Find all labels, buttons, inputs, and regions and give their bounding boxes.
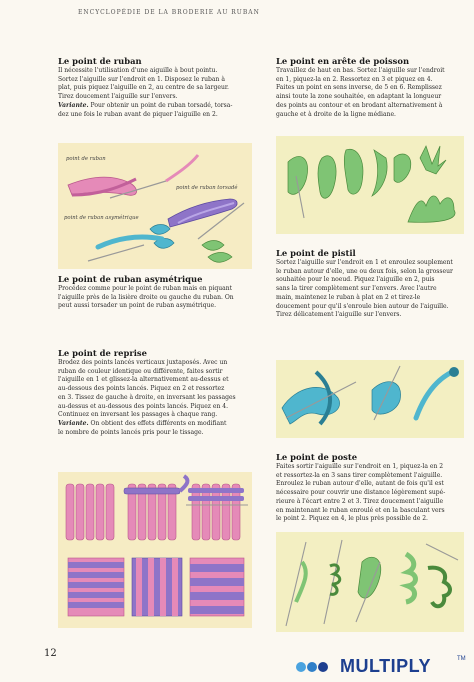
section-text-poste (276, 463, 466, 524)
text-line: Faites un point en sens inverse, de 5 en 6. Remplissez (276, 84, 442, 92)
section-title-ruban: Le point de ruban (58, 56, 142, 66)
woven-square-icon (68, 558, 124, 616)
multiply-logo-mark-icon (294, 656, 336, 678)
section-title-arete-de-poisson: Le point en arête de poisson (276, 56, 410, 66)
section-text-arete-de-poisson (276, 67, 466, 119)
text-line: le point 2. Piquez en 4, le plus près possible de 2. (276, 515, 428, 523)
section-title-poste: Le point de poste (276, 452, 358, 462)
caption-point-de-ruban-asymetrique: point de ruban asymétrique (64, 215, 139, 221)
text-line: au-dessous des points lancés. Piquez en 2 et ressortez (58, 385, 225, 393)
variant-text: On obtient des effets différents en modifiant (88, 419, 227, 427)
section-title-ruban-asymetrique: Le point de ruban asymétrique (58, 274, 203, 284)
logo-wordmark: MULTIPLY (340, 656, 432, 676)
text-line: et ressortez-la en 3 sans tirer complètement l'aiguille. (276, 471, 443, 479)
text-line: Continuez en inversant les passages à chaque rang. (58, 411, 218, 419)
text-line: souhaitée pour le noeud. Piquez l'aiguille en 2, puis (276, 276, 435, 284)
weaving-stitch-drawing (58, 472, 252, 628)
text-line: en maintenant le ruban enroulé et en la basculant vers (276, 506, 445, 514)
text-line: gauche et à droite de la ligne médiane. (276, 110, 396, 118)
text-line: Tirez délicatement l'aiguille sur l'envers. (276, 311, 402, 319)
text-line: au-dessus et au-dessous des points lancés. Piquez en 4. (58, 402, 229, 410)
text-line: ainsi toute la zone souhaitée, en adaptant la longueur (276, 93, 442, 101)
text-line: Travaillez de haut en bas. Sortez l'aiguille sur l'endroit (276, 67, 445, 74)
variant-line (58, 420, 254, 429)
text-line: Enroulez le ruban autour d'elle, autant de fois qu'il est (276, 480, 444, 488)
section-text-pistil (276, 259, 466, 320)
illustration-bullion-stitch (276, 532, 464, 632)
text-line: en 1, piquez-la en 2. Ressortez en 3 et piquez en 4. (276, 75, 433, 83)
illustration-fishbone-stitch (276, 136, 464, 234)
text-line: le nombre de points lancés pris pour le tissage. (58, 428, 204, 436)
text-line: ruban de couleur identique ou différente, faites sortir (58, 367, 223, 375)
fishbone-stitch-drawing (276, 136, 464, 234)
caption-point-de-ruban: point de ruban (66, 156, 106, 162)
weaving-progress-icon (186, 484, 248, 540)
text-line: l'aiguille près de la lisière droite ou gauche du ruban. On (58, 293, 234, 301)
woven-square-icon (132, 558, 182, 616)
running-head: ENCYCLOPÉDIE DE LA BRODERIE AU RUBAN (78, 9, 260, 16)
text-line: le ruban autour d'elle, une ou deux fois, selon la grosseur (276, 267, 453, 275)
text-line: plat, puis piquez l'aiguille en 2, au centre de sa largeur. (58, 84, 229, 92)
logo-trademark: TM (457, 656, 466, 662)
page-number: 12 (44, 648, 57, 659)
section-title-reprise: Le point de reprise (58, 348, 147, 358)
section-text-reprise (58, 359, 254, 437)
illustration-pistil-stitch (276, 360, 464, 438)
variant-label: Variante. (58, 419, 89, 427)
text-line: des points au contour et en brodant alternativement à (276, 101, 443, 109)
text-line: Procédez comme pour le point de ruban mais en piquant (58, 285, 233, 292)
caption-point-de-ruban-torsade: point de ruban torsadé (176, 185, 238, 191)
section-text-ruban (58, 67, 254, 119)
text-line: doucement pour qu'il s'enroule bien autour de l'aiguille. (276, 302, 449, 310)
text-line: Il nécessite l'utilisation d'une aiguille à bout pointu. (58, 67, 218, 74)
text-line: Sortez l'aiguille sur l'endroit en 1. Disposez le ruban à (58, 75, 225, 83)
text-line: Faites sortir l'aiguille sur l'endroit en 1, piquez-la en 2 (276, 463, 444, 470)
text-line: Sortez l'aiguille sur l'endroit en 1 et enroulez souplement (276, 259, 453, 266)
section-text-ruban-asymetrique (58, 285, 254, 311)
text-line: l'aiguille en 1 et glissez-la alternativement au-dessus et (58, 376, 229, 384)
multiply-logo (294, 656, 470, 678)
vertical-stitches-icon (66, 484, 114, 540)
illustration-weaving-stitch (58, 472, 252, 628)
text-line: Brodez des points lancés verticaux juxtaposés. Avec un (58, 359, 228, 366)
text-line: sans la tirer complètement sur l'envers. Avec l'autre (276, 285, 437, 293)
text-line: en 3. Tissez de gauche à droite, en inversant les passages (58, 393, 236, 401)
illustration-ribbon-stitch (58, 143, 252, 269)
text-line: rieure à l'écart entre 2 et 3. Tirez doucement l'aiguille (276, 497, 444, 505)
variant-label: Variante. (58, 101, 89, 109)
text-line: Tirez doucement l'aiguille sur l'envers. (58, 93, 178, 101)
pistil-knot-icon (449, 367, 459, 377)
ribbon-stitch-drawing (58, 143, 252, 269)
woven-square-icon (190, 558, 244, 616)
text-line: dez une fois le ruban avant de piquer l'aiguille en 2. (58, 110, 218, 118)
variant-text: Pour obtenir un point de ruban torsadé, torsa- (88, 101, 233, 109)
text-line: nécessaire pour couvrir une distance légèrement supé- (276, 489, 446, 497)
section-title-pistil: Le point de pistil (276, 248, 356, 258)
text-line: peut aussi torsader un point de ruban asymétrique. (58, 302, 216, 310)
variant-line (58, 102, 254, 111)
text-line: main, maintenez le ruban à plat en 2 et tirez-le (276, 293, 421, 301)
bullion-stitch-drawing (276, 532, 464, 632)
pistil-stitch-drawing (276, 360, 464, 438)
